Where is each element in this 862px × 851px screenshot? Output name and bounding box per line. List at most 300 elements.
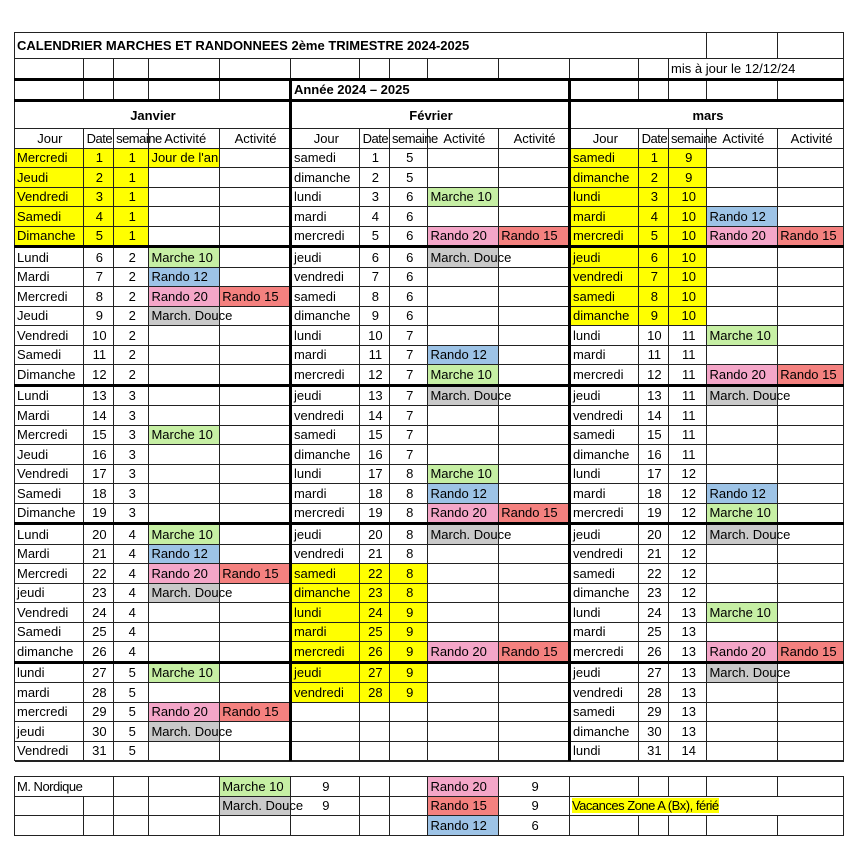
week-number: 2 xyxy=(114,345,149,365)
week-number: 13 xyxy=(669,622,707,642)
activity-2 xyxy=(220,187,291,207)
summary-count: 9 xyxy=(499,777,570,797)
col-header: Jour xyxy=(15,129,84,149)
day-date: 26 xyxy=(83,642,113,663)
activity-1: Rando 20 xyxy=(707,642,778,663)
week-number: 12 xyxy=(669,583,707,603)
activity-2 xyxy=(778,326,844,346)
activity-2 xyxy=(499,603,570,623)
table-row xyxy=(15,544,844,564)
summary-count: 9 xyxy=(499,796,570,816)
day-date: 12 xyxy=(359,365,389,386)
activity-1 xyxy=(149,603,220,623)
activity-2 xyxy=(499,287,570,307)
week-number: 2 xyxy=(114,267,149,287)
activity-1: Marche 10 xyxy=(428,464,499,484)
day-date: 11 xyxy=(359,345,389,365)
week-number: 10 xyxy=(669,306,707,326)
day-date: 14 xyxy=(638,406,668,426)
activity-2 xyxy=(220,642,291,663)
activity-1 xyxy=(149,168,220,188)
day-name: mardi xyxy=(290,345,359,365)
day-name: jeudi xyxy=(15,583,84,603)
col-header: Activité xyxy=(778,129,844,149)
activity-1: March. Douce xyxy=(707,524,778,545)
activity-1 xyxy=(428,425,499,445)
day-date: 21 xyxy=(359,544,389,564)
col-header: Activité xyxy=(149,129,220,149)
activity-1: Rando 20 xyxy=(149,702,220,722)
week-number: 5 xyxy=(114,702,149,722)
activity-1 xyxy=(149,345,220,365)
day-date: 11 xyxy=(638,345,668,365)
week-number: 1 xyxy=(114,187,149,207)
legend-holiday-label: Vacances Zone A (Bx), férié xyxy=(571,798,719,814)
activity-1 xyxy=(428,326,499,346)
day-date: 6 xyxy=(638,247,668,268)
activity-2 xyxy=(499,464,570,484)
activity-1 xyxy=(428,148,499,168)
table-row xyxy=(15,702,844,722)
activity-2 xyxy=(220,524,291,545)
day-name: Dimanche xyxy=(15,365,84,386)
day-name: Samedi xyxy=(15,345,84,365)
col-header: Activité xyxy=(428,129,499,149)
week-number: 4 xyxy=(114,603,149,623)
day-name: vendredi xyxy=(569,544,638,564)
empty-cell xyxy=(290,702,359,722)
day-date: 3 xyxy=(638,187,668,207)
day-date: 10 xyxy=(638,326,668,346)
day-name: lundi xyxy=(569,187,638,207)
week-number: 6 xyxy=(390,287,428,307)
day-name: mardi xyxy=(15,683,84,703)
week-number: 10 xyxy=(669,187,707,207)
week-number: 4 xyxy=(114,583,149,603)
week-number: 7 xyxy=(390,345,428,365)
day-date: 18 xyxy=(638,484,668,504)
day-date: 7 xyxy=(83,267,113,287)
activity-1 xyxy=(149,503,220,524)
activity-2 xyxy=(220,326,291,346)
activity-2 xyxy=(499,484,570,504)
empty-cell xyxy=(428,741,499,761)
activity-2 xyxy=(778,702,844,722)
day-name: mardi xyxy=(290,622,359,642)
day-date: 14 xyxy=(359,406,389,426)
activity-1 xyxy=(428,306,499,326)
activity-1 xyxy=(149,683,220,703)
activity-1 xyxy=(428,622,499,642)
day-date: 4 xyxy=(83,207,113,227)
day-name: dimanche xyxy=(15,642,84,663)
activity-1 xyxy=(149,207,220,227)
day-date: 20 xyxy=(359,524,389,545)
table-row xyxy=(15,464,844,484)
activity-1 xyxy=(707,464,778,484)
activity-2 xyxy=(499,326,570,346)
activity-1 xyxy=(149,226,220,247)
activity-2: Rando 15 xyxy=(499,226,570,247)
week-number: 2 xyxy=(114,287,149,307)
updated-date: mis à jour le 12/12/24 xyxy=(669,59,844,80)
empty-cell xyxy=(290,741,359,761)
day-date: 1 xyxy=(638,148,668,168)
activity-2 xyxy=(220,662,291,683)
table-row xyxy=(15,662,844,683)
week-number: 6 xyxy=(390,187,428,207)
activity-1: Rando 20 xyxy=(428,226,499,247)
activity-1: Jour de l'an xyxy=(149,148,220,168)
summary-act: Rando 12 xyxy=(428,816,499,836)
week-number: 13 xyxy=(669,603,707,623)
day-date: 1 xyxy=(83,148,113,168)
day-date: 8 xyxy=(359,287,389,307)
activity-1 xyxy=(149,385,220,406)
day-name: Vendredi xyxy=(15,464,84,484)
empty-cell xyxy=(390,722,428,742)
activity-2 xyxy=(778,187,844,207)
activity-1 xyxy=(707,564,778,584)
day-name: Mercredi xyxy=(15,148,84,168)
activity-1 xyxy=(707,544,778,564)
activity-2 xyxy=(220,365,291,386)
activity-1: Marche 10 xyxy=(149,524,220,545)
activity-2 xyxy=(499,267,570,287)
activity-2 xyxy=(499,622,570,642)
day-date: 16 xyxy=(83,445,113,465)
day-date: 15 xyxy=(359,425,389,445)
activity-1 xyxy=(149,622,220,642)
table-row xyxy=(15,564,844,584)
activity-1: Rando 20 xyxy=(707,365,778,386)
day-date: 2 xyxy=(359,168,389,188)
week-number: 12 xyxy=(669,524,707,545)
summary-act: Rando 20 xyxy=(428,777,499,797)
day-name: Mercredi xyxy=(15,287,84,307)
activity-1 xyxy=(149,445,220,465)
day-date: 27 xyxy=(83,662,113,683)
day-date: 28 xyxy=(83,683,113,703)
week-number: 1 xyxy=(114,168,149,188)
activity-2 xyxy=(499,564,570,584)
week-number: 4 xyxy=(114,564,149,584)
week-number: 4 xyxy=(114,622,149,642)
week-number: 11 xyxy=(669,385,707,406)
activity-1: March. Douce xyxy=(149,583,220,603)
day-name: Samedi xyxy=(15,207,84,227)
activity-2 xyxy=(778,583,844,603)
day-date: 31 xyxy=(638,741,668,761)
activity-2 xyxy=(220,445,291,465)
day-name: jeudi xyxy=(569,662,638,683)
col-header: semaine xyxy=(390,129,428,149)
activity-1 xyxy=(707,406,778,426)
week-number: 10 xyxy=(669,267,707,287)
day-date: 17 xyxy=(638,464,668,484)
calendar-table xyxy=(14,32,844,761)
table-row xyxy=(15,445,844,465)
activity-2 xyxy=(778,207,844,227)
activity-1 xyxy=(428,207,499,227)
activity-1 xyxy=(707,148,778,168)
week-number: 11 xyxy=(669,345,707,365)
day-name: dimanche xyxy=(290,306,359,326)
activity-1: Rando 20 xyxy=(428,503,499,524)
week-number: 7 xyxy=(390,425,428,445)
table-row xyxy=(15,524,844,545)
day-name: Vendredi xyxy=(15,741,84,761)
activity-2 xyxy=(778,287,844,307)
table-row xyxy=(15,226,844,247)
day-date: 3 xyxy=(359,187,389,207)
week-number: 12 xyxy=(669,464,707,484)
activity-2 xyxy=(220,226,291,247)
month-janvier: Janvier xyxy=(15,101,291,129)
activity-1: Rando 12 xyxy=(149,544,220,564)
table-row xyxy=(15,642,844,663)
activity-2 xyxy=(499,187,570,207)
day-name: mercredi xyxy=(290,365,359,386)
activity-1 xyxy=(707,287,778,307)
activity-1 xyxy=(707,267,778,287)
day-name: mercredi xyxy=(290,503,359,524)
table-row xyxy=(15,287,844,307)
table-row xyxy=(15,622,844,642)
table-row xyxy=(15,207,844,227)
day-name: jeudi xyxy=(290,385,359,406)
week-number: 3 xyxy=(114,464,149,484)
activity-2 xyxy=(220,603,291,623)
day-name: mardi xyxy=(569,207,638,227)
activity-1 xyxy=(707,445,778,465)
day-date: 15 xyxy=(83,425,113,445)
day-name: vendredi xyxy=(569,683,638,703)
week-number: 11 xyxy=(669,326,707,346)
week-number: 1 xyxy=(114,148,149,168)
activity-1: Marche 10 xyxy=(428,365,499,386)
activity-2 xyxy=(778,247,844,268)
table-row xyxy=(15,385,844,406)
day-date: 18 xyxy=(83,484,113,504)
day-date: 29 xyxy=(638,702,668,722)
empty-cell xyxy=(390,702,428,722)
week-number: 7 xyxy=(390,385,428,406)
day-date: 12 xyxy=(83,365,113,386)
week-number: 13 xyxy=(669,683,707,703)
week-number: 9 xyxy=(390,642,428,663)
table-row xyxy=(15,503,844,524)
day-date: 5 xyxy=(638,226,668,247)
activity-1: Rando 12 xyxy=(707,484,778,504)
day-name: dimanche xyxy=(290,445,359,465)
activity-2 xyxy=(778,622,844,642)
activity-2 xyxy=(778,306,844,326)
day-name: Samedi xyxy=(15,484,84,504)
week-number: 13 xyxy=(669,662,707,683)
day-date: 21 xyxy=(638,544,668,564)
week-number: 3 xyxy=(114,484,149,504)
table-row xyxy=(15,148,844,168)
day-name: samedi xyxy=(569,564,638,584)
day-name: Vendredi xyxy=(15,603,84,623)
day-name: jeudi xyxy=(290,247,359,268)
activity-1: Rando 20 xyxy=(428,642,499,663)
week-number: 10 xyxy=(669,287,707,307)
summary-count: 6 xyxy=(499,816,570,836)
week-number: 8 xyxy=(390,503,428,524)
col-header: Date xyxy=(638,129,668,149)
day-name: Dimanche xyxy=(15,503,84,524)
day-date: 2 xyxy=(83,168,113,188)
empty-cell xyxy=(428,722,499,742)
activity-2 xyxy=(778,741,844,761)
day-date: 20 xyxy=(638,524,668,545)
day-date: 31 xyxy=(83,741,113,761)
table-row xyxy=(15,187,844,207)
activity-1 xyxy=(707,741,778,761)
activity-2 xyxy=(778,267,844,287)
day-date: 8 xyxy=(83,287,113,307)
day-name: Lundi xyxy=(15,524,84,545)
week-number: 7 xyxy=(390,365,428,386)
activity-1 xyxy=(707,425,778,445)
col-header: Date xyxy=(359,129,389,149)
week-number: 8 xyxy=(390,464,428,484)
week-number: 3 xyxy=(114,406,149,426)
week-number: 8 xyxy=(390,583,428,603)
activity-1: Marche 10 xyxy=(707,503,778,524)
day-name: dimanche xyxy=(569,583,638,603)
day-date: 14 xyxy=(83,406,113,426)
week-number: 3 xyxy=(114,385,149,406)
week-number: 6 xyxy=(390,226,428,247)
activity-2 xyxy=(778,603,844,623)
activity-2 xyxy=(778,148,844,168)
day-name: lundi xyxy=(569,741,638,761)
activity-2 xyxy=(499,207,570,227)
activity-1 xyxy=(428,445,499,465)
day-name: samedi xyxy=(290,287,359,307)
col-header: Activité xyxy=(499,129,570,149)
activity-1 xyxy=(707,583,778,603)
table-row xyxy=(15,247,844,268)
activity-2: Rando 15 xyxy=(778,226,844,247)
day-date: 7 xyxy=(359,267,389,287)
day-date: 1 xyxy=(359,148,389,168)
week-number: 1 xyxy=(114,226,149,247)
day-date: 19 xyxy=(638,503,668,524)
day-name: Lundi xyxy=(15,247,84,268)
table-row xyxy=(15,345,844,365)
activity-1: Marche 10 xyxy=(149,247,220,268)
day-name: mardi xyxy=(569,345,638,365)
table-row xyxy=(15,722,844,742)
table-row xyxy=(15,306,844,326)
week-number: 10 xyxy=(669,247,707,268)
day-date: 23 xyxy=(638,583,668,603)
day-name: samedi xyxy=(290,425,359,445)
day-date: 7 xyxy=(638,267,668,287)
table-row xyxy=(15,425,844,445)
activity-1: March. Douce xyxy=(428,247,499,268)
day-date: 24 xyxy=(638,603,668,623)
activity-1 xyxy=(707,345,778,365)
day-name: lundi xyxy=(290,603,359,623)
activity-1: March. Douce xyxy=(149,306,220,326)
activity-1 xyxy=(428,287,499,307)
day-date: 26 xyxy=(638,642,668,663)
week-number: 5 xyxy=(390,168,428,188)
day-date: 25 xyxy=(83,622,113,642)
activity-2 xyxy=(220,484,291,504)
day-date: 23 xyxy=(359,583,389,603)
activity-2 xyxy=(778,345,844,365)
activity-2 xyxy=(220,247,291,268)
day-name: samedi xyxy=(290,564,359,584)
day-name: jeudi xyxy=(290,524,359,545)
month-mars: mars xyxy=(569,101,843,129)
activity-2 xyxy=(220,503,291,524)
summary-act: March. Douce xyxy=(220,796,291,816)
week-number: 13 xyxy=(669,702,707,722)
activity-1: Rando 12 xyxy=(149,267,220,287)
activity-2 xyxy=(499,406,570,426)
day-name: dimanche xyxy=(569,445,638,465)
activity-2 xyxy=(778,484,844,504)
activity-1 xyxy=(707,247,778,268)
activity-1 xyxy=(707,187,778,207)
day-name: mercredi xyxy=(15,702,84,722)
week-number: 9 xyxy=(390,662,428,683)
day-date: 27 xyxy=(638,662,668,683)
activity-2: Rando 15 xyxy=(220,702,291,722)
activity-2: Rando 15 xyxy=(220,287,291,307)
day-name: lundi xyxy=(290,464,359,484)
empty-cell xyxy=(499,722,570,742)
week-number: 12 xyxy=(669,544,707,564)
day-name: jeudi xyxy=(569,385,638,406)
week-number: 13 xyxy=(669,722,707,742)
day-date: 16 xyxy=(638,445,668,465)
activity-1 xyxy=(428,662,499,683)
activity-2 xyxy=(778,445,844,465)
activity-2 xyxy=(220,406,291,426)
activity-1: March. Douce xyxy=(428,385,499,406)
activity-2 xyxy=(778,425,844,445)
day-date: 13 xyxy=(638,385,668,406)
day-date: 22 xyxy=(83,564,113,584)
day-name: vendredi xyxy=(290,267,359,287)
week-number: 12 xyxy=(669,503,707,524)
day-name: mercredi xyxy=(290,642,359,663)
day-date: 4 xyxy=(638,207,668,227)
activity-1 xyxy=(428,583,499,603)
day-date: 28 xyxy=(638,683,668,703)
table-row xyxy=(15,583,844,603)
week-number: 1 xyxy=(114,207,149,227)
week-number: 14 xyxy=(669,741,707,761)
activity-2 xyxy=(220,464,291,484)
activity-2 xyxy=(778,503,844,524)
day-name: lundi xyxy=(15,662,84,683)
day-date: 22 xyxy=(359,564,389,584)
table-row xyxy=(15,484,844,504)
week-number: 12 xyxy=(669,484,707,504)
day-name: Mardi xyxy=(15,406,84,426)
week-number: 11 xyxy=(669,365,707,386)
day-name: lundi xyxy=(290,326,359,346)
